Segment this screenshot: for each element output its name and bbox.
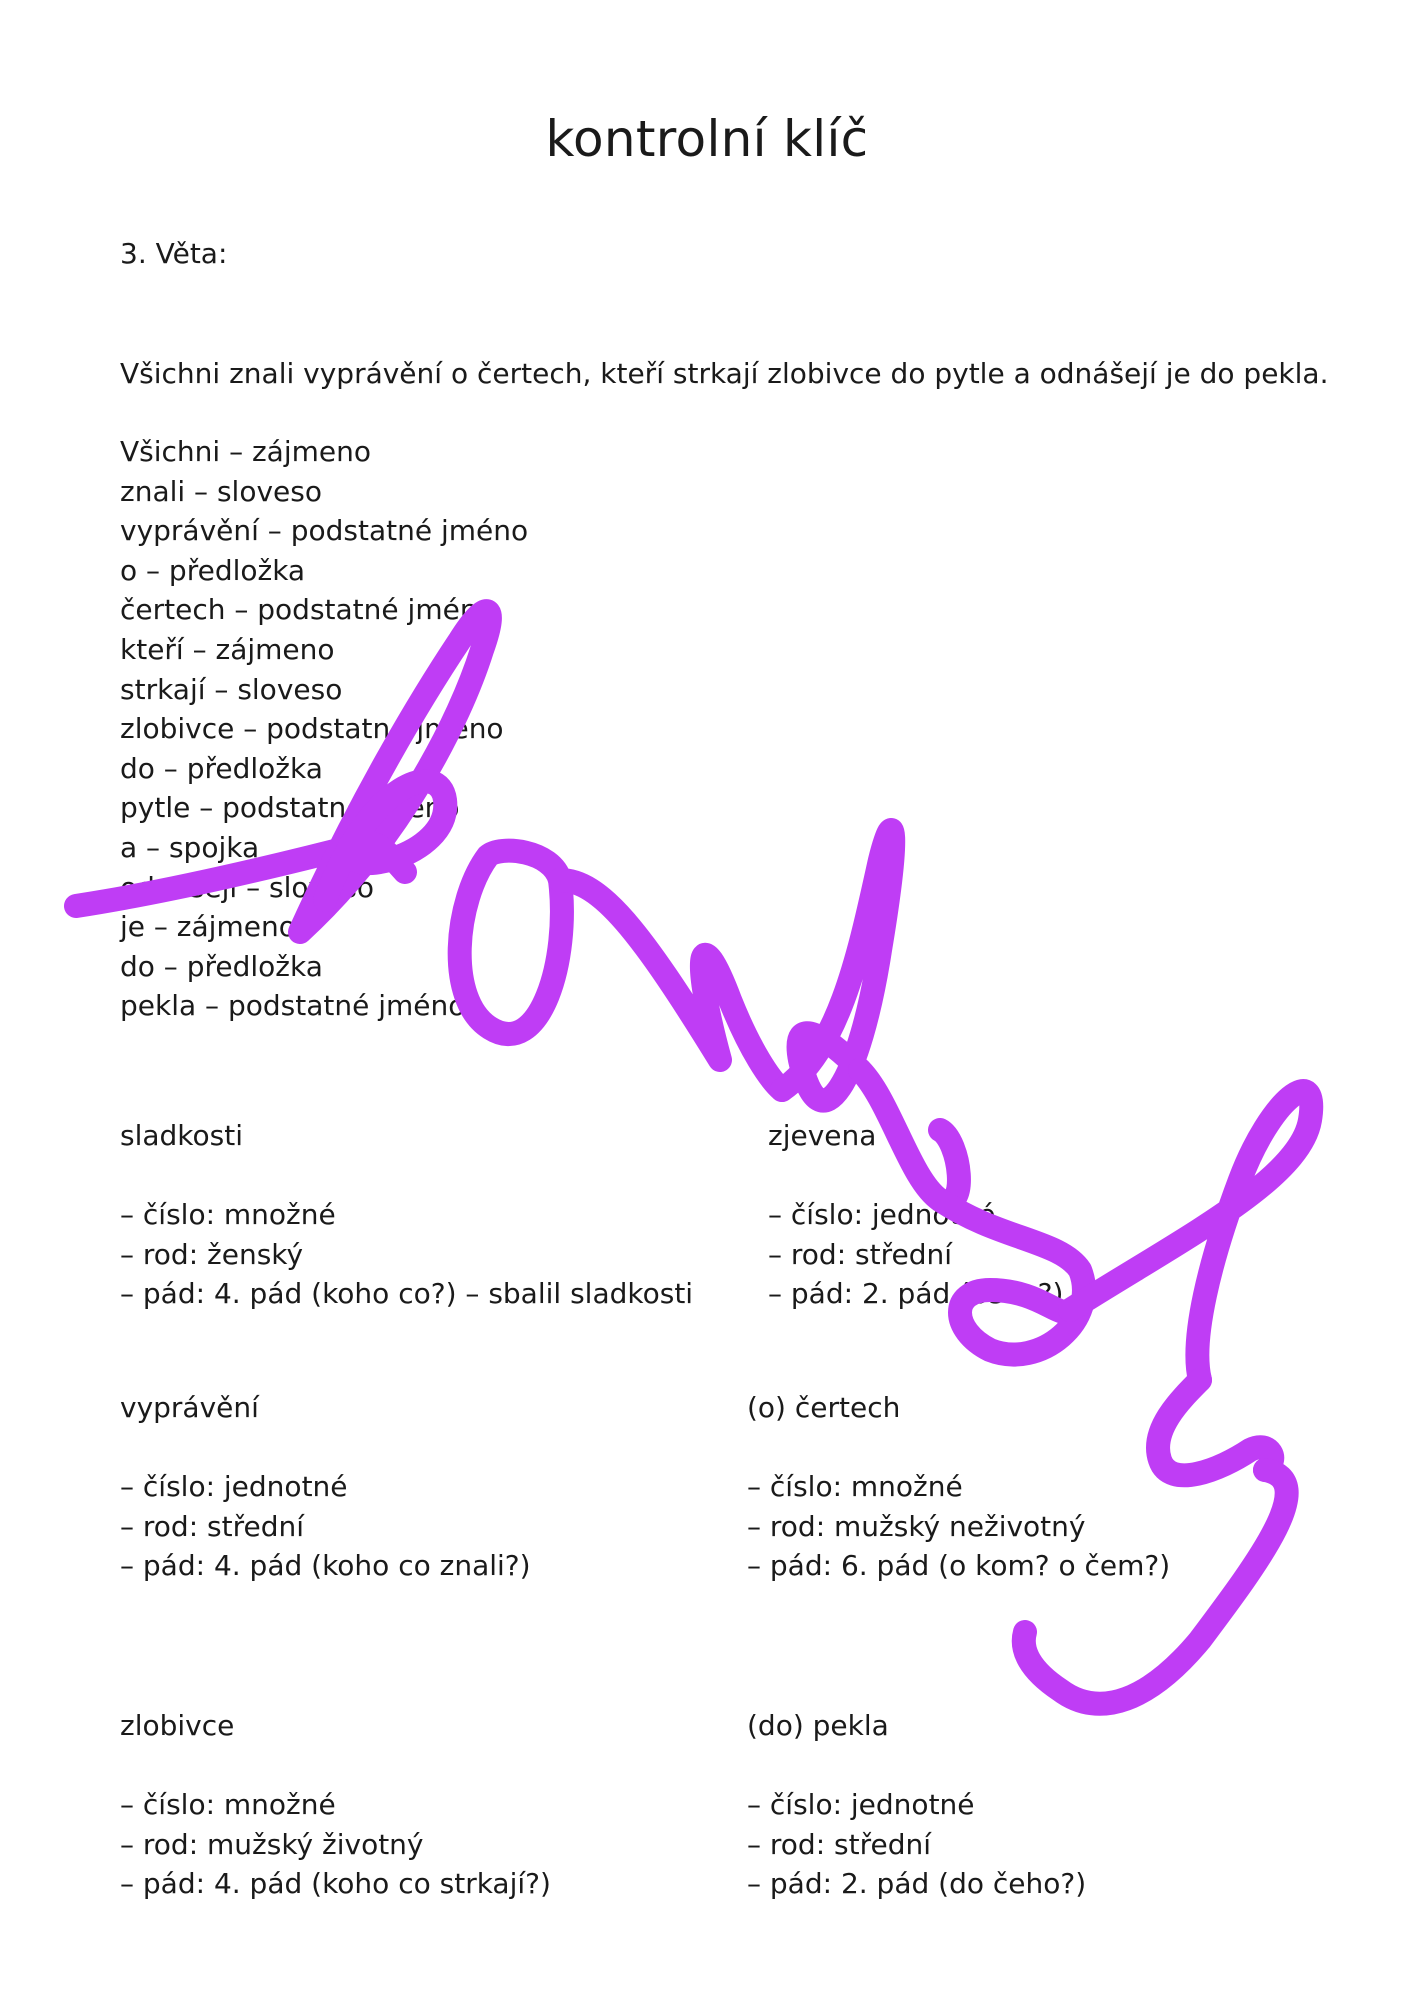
word-class-item: o – předložka	[120, 553, 306, 587]
noun-gender: – rod: střední	[768, 1237, 953, 1271]
word-class-item: odnášejí – sloveso	[120, 870, 374, 904]
noun-number: – číslo: jednotné	[768, 1198, 996, 1232]
word-class-item: pekla – podstatné jméno	[120, 989, 466, 1023]
section-heading: 3. Věta:	[120, 237, 228, 270]
word-class-item: strkají – sloveso	[120, 672, 343, 706]
word-class-item: kteří – zájmeno	[120, 632, 335, 666]
noun-gender: – rod: mužský neživotný	[747, 1509, 1086, 1543]
noun-number: – číslo: množné	[120, 1788, 336, 1822]
word-class-item: čertech – podstatné jméno	[120, 593, 495, 627]
noun-word: sladkosti	[120, 1119, 243, 1152]
noun-case: – pád: 4. pád (koho co znali?)	[120, 1549, 531, 1583]
word-class-item: znali – sloveso	[120, 474, 322, 508]
noun-word: zjevena	[768, 1119, 877, 1152]
noun-gender: – rod: ženský	[120, 1237, 304, 1271]
word-class-item: je – zájmeno	[120, 910, 296, 944]
noun-analysis-block	[120, 1116, 693, 1314]
word-class-item: do – předložka	[120, 751, 323, 785]
noun-case: – pád: 4. pád (koho co?) – sbalil sladkosti	[120, 1277, 694, 1311]
noun-number: – číslo: množné	[120, 1198, 336, 1232]
noun-gender: – rod: mužský životný	[120, 1827, 424, 1861]
word-class-item: vyprávění – podstatné jméno	[120, 514, 529, 548]
word-class-item: a – spojka	[120, 830, 260, 864]
noun-analysis-block	[120, 1388, 531, 1586]
noun-word: (o) čertech	[747, 1391, 901, 1424]
noun-case: – pád: 6. pád (o kom? o čem?)	[747, 1549, 1171, 1583]
noun-case: – pád: 2. pád (do čeho?)	[747, 1867, 1087, 1901]
noun-analysis-block	[747, 1706, 1086, 1904]
noun-case: – pád: 2. pád (čeho?)	[768, 1277, 1064, 1311]
noun-case: – pád: 4. pád (koho co strkají?)	[120, 1867, 551, 1901]
noun-gender: – rod: střední	[747, 1827, 932, 1861]
word-class-list	[120, 432, 528, 1026]
noun-gender: – rod: střední	[120, 1509, 305, 1543]
noun-number: – číslo: jednotné	[747, 1788, 975, 1822]
noun-number: – číslo: množné	[747, 1470, 963, 1504]
word-class-item: zlobivce – podstatné jméno	[120, 712, 504, 746]
noun-analysis-block	[768, 1116, 1063, 1314]
noun-word: vyprávění	[120, 1391, 259, 1424]
noun-word: (do) pekla	[747, 1709, 889, 1742]
noun-analysis-block	[747, 1388, 1170, 1586]
word-class-item: Všichni – zájmeno	[120, 435, 372, 468]
noun-analysis-block	[120, 1706, 551, 1904]
noun-number: – číslo: jednotné	[120, 1470, 348, 1504]
page-title: kontrolní klíč	[545, 110, 869, 168]
analyzed-sentence: Všichni znali vyprávění o čertech, kteří strkají zlobivce do pytle a odnášejí je do pekla.	[120, 357, 1329, 390]
word-class-item: pytle – podstatné jméno	[120, 791, 460, 825]
word-class-item: do – předložka	[120, 949, 323, 983]
noun-word: zlobivce	[120, 1709, 235, 1742]
